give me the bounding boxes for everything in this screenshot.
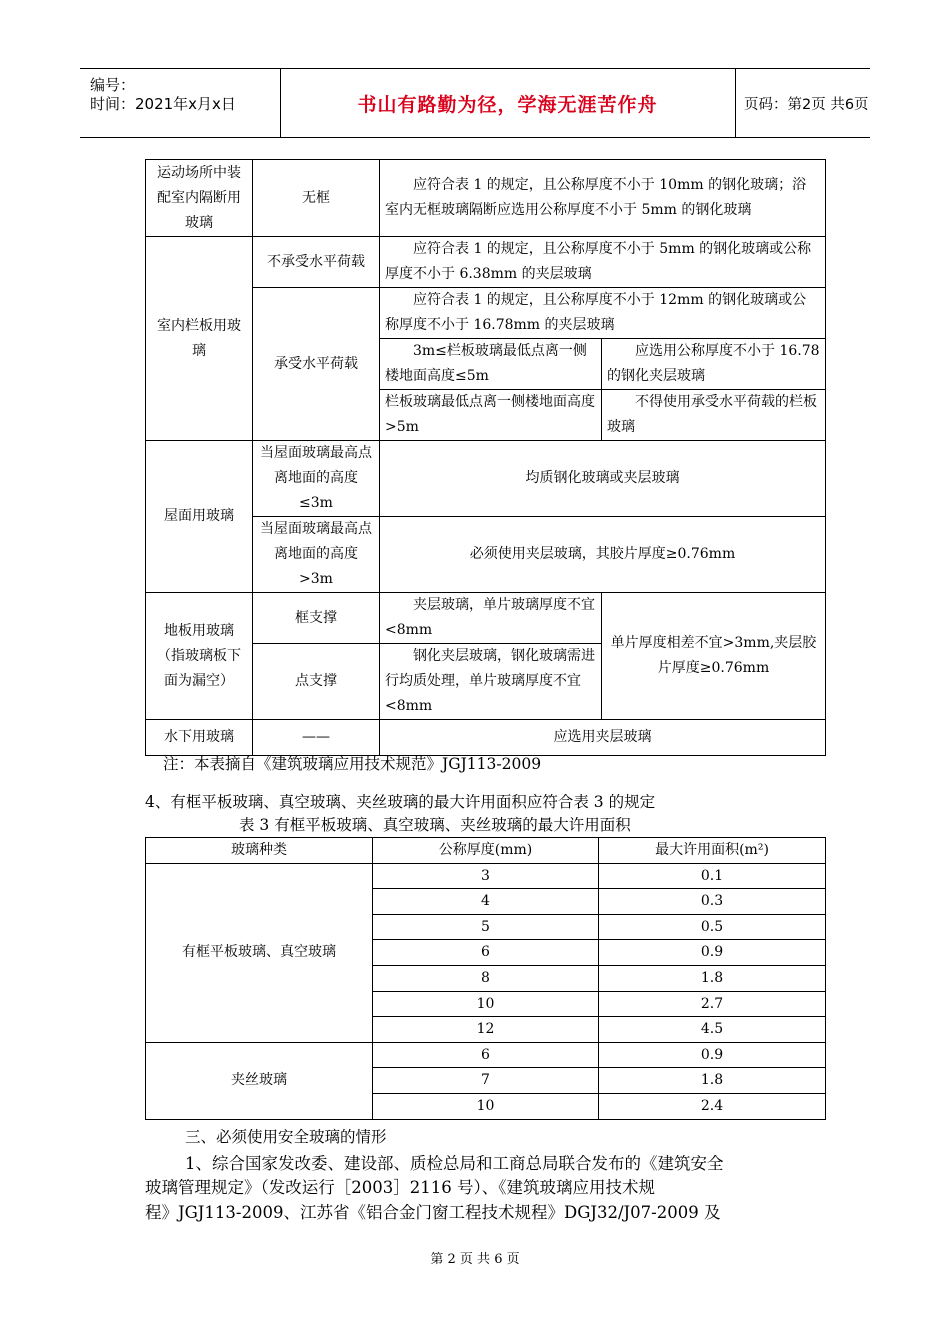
area-cell: 2.4 xyxy=(599,1093,826,1119)
subtype-cell: 当屋面玻璃最高点离地面的高度>3m xyxy=(253,517,380,593)
area-cell: 1.8 xyxy=(599,965,826,991)
thickness-cell: 3 xyxy=(373,863,599,889)
section-3-heading: 三、必须使用安全玻璃的情形 xyxy=(185,1128,387,1146)
area-cell: 1.8 xyxy=(599,1068,826,1094)
subtype-cell: 框支撑 xyxy=(253,593,380,644)
table-row xyxy=(146,593,826,644)
table-header-row xyxy=(146,838,826,864)
table-row xyxy=(146,1042,826,1068)
area-cell: 0.9 xyxy=(599,940,826,966)
thickness-cell: 8 xyxy=(373,965,599,991)
requirement-cell: 应符合表 1 的规定，且公称厚度不小于 5mm 的钢化玻璃或公称厚度不小于 6.38mm 的夹层玻璃 xyxy=(380,237,826,288)
header-cell: 公称厚度(mm) xyxy=(373,838,599,864)
table-note: 注：本表摘自《建筑玻璃应用技术规范》JGJ113-2009 xyxy=(163,755,542,773)
group-cell: 有框平板玻璃、真空玻璃 xyxy=(146,863,373,1042)
table-row xyxy=(146,720,826,756)
area-cell: 4.5 xyxy=(599,1017,826,1043)
subtype-cell: 无框 xyxy=(253,160,380,237)
thickness-cell: 12 xyxy=(373,1017,599,1043)
requirement-cell: 应选用夹层玻璃 xyxy=(380,720,826,756)
max-area-table xyxy=(145,837,826,1120)
body-line: 玻璃管理规定》（发改运行［2003］2116 号）、《建筑玻璃应用技术规 xyxy=(145,1178,655,1197)
thickness-cell: 7 xyxy=(373,1068,599,1094)
safety-glass-table xyxy=(145,159,826,756)
category-cell: 运动场所中装配室内隔断用玻璃 xyxy=(146,160,253,237)
table-row xyxy=(146,863,826,889)
requirement-cell: 应符合表 1 的规定，且公称厚度不小于 10mm 的钢化玻璃；浴室内无框玻璃隔断应选用公称厚度不小于 5mm 的钢化玻璃 xyxy=(380,160,826,237)
area-cell: 0.9 xyxy=(599,1042,826,1068)
header-meta xyxy=(80,69,281,137)
requirement-cell: 钢化夹层玻璃，钢化玻璃需进行均质处理，单片玻璃厚度不宜<8mm xyxy=(380,644,602,720)
requirement-cell: 应符合表 1 的规定，且公称厚度不小于 12mm 的钢化玻璃或公称厚度不小于 16.78mm 的夹层玻璃 xyxy=(380,288,826,339)
thickness-cell: 10 xyxy=(373,1093,599,1119)
header-page-cell xyxy=(736,69,870,137)
subtype-cell: 承受水平荷载 xyxy=(253,288,380,441)
requirement-cell: 不得使用承受水平荷载的栏板玻璃 xyxy=(602,390,826,441)
subtype-cell: —— xyxy=(253,720,380,756)
subtype-cell: 点支撑 xyxy=(253,644,380,720)
thickness-cell: 6 xyxy=(373,940,599,966)
requirement-cell: 均质钢化玻璃或夹层玻璃 xyxy=(380,441,826,517)
header-cell: 最大许用面积(m²) xyxy=(599,838,826,864)
group-cell: 夹丝玻璃 xyxy=(146,1042,373,1119)
page-header xyxy=(80,68,870,138)
table3-title: 表 3 有框平板玻璃、真空玻璃、夹丝玻璃的最大许用面积 xyxy=(239,816,631,834)
motto: 书山有路勤为径，学海无涯苦作舟 xyxy=(357,93,658,116)
item-4: 4、有框平板玻璃、真空玻璃、夹丝玻璃的最大许用面积应符合表 3 的规定 xyxy=(145,793,656,811)
table-row xyxy=(146,160,826,237)
subtype-cell: 当屋面玻璃最高点离地面的高度≤3m xyxy=(253,441,380,517)
area-cell: 0.3 xyxy=(599,889,826,915)
category-cell: 地板用玻璃（指玻璃板下面为漏空） xyxy=(146,593,253,720)
category-cell: 屋面用玻璃 xyxy=(146,441,253,593)
requirement-cell: 应选用公称厚度不小于 16.78 的钢化夹层玻璃 xyxy=(602,339,826,390)
condition-cell: 3m≤栏板玻璃最低点离一侧楼地面高度≤5m xyxy=(380,339,602,390)
requirement-cell: 夹层玻璃，单片玻璃厚度不宜<8mm xyxy=(380,593,602,644)
page-label: 页码：第2页 共6页 xyxy=(744,96,869,113)
area-cell: 0.5 xyxy=(599,914,826,940)
serial-label: 编号： xyxy=(90,76,136,94)
table-row xyxy=(146,441,826,517)
table-row xyxy=(146,237,826,288)
category-cell: 水下用玻璃 xyxy=(146,720,253,756)
category-cell: 室内栏板用玻璃 xyxy=(146,237,253,441)
body-line: 1、综合国家发改委、建设部、质检总局和工商总局联合发布的《建筑安全 xyxy=(185,1154,724,1173)
thickness-cell: 6 xyxy=(373,1042,599,1068)
body-line: 程》JGJ113-2009、江苏省《铝合金门窗工程技术规程》DGJ32/J07-2009 及 xyxy=(145,1203,721,1222)
header-motto-cell xyxy=(280,69,736,137)
thickness-cell: 10 xyxy=(373,991,599,1017)
time-label: 时间：2021年x月x日 xyxy=(90,95,236,113)
page-footer: 第 2 页 共 6 页 xyxy=(430,1252,520,1267)
thickness-cell: 5 xyxy=(373,914,599,940)
thickness-cell: 4 xyxy=(373,889,599,915)
area-cell: 2.7 xyxy=(599,991,826,1017)
shared-requirement-cell: 单片厚度相差不宜>3mm,夹层胶片厚度≥0.76mm xyxy=(602,593,826,720)
header-cell: 玻璃种类 xyxy=(146,838,373,864)
subtype-cell: 不承受水平荷载 xyxy=(253,237,380,288)
area-cell: 0.1 xyxy=(599,863,826,889)
requirement-cell: 必须使用夹层玻璃，其胶片厚度≥0.76mm xyxy=(380,517,826,593)
condition-cell: 栏板玻璃最低点离一侧楼地面高度>5m xyxy=(380,390,602,441)
